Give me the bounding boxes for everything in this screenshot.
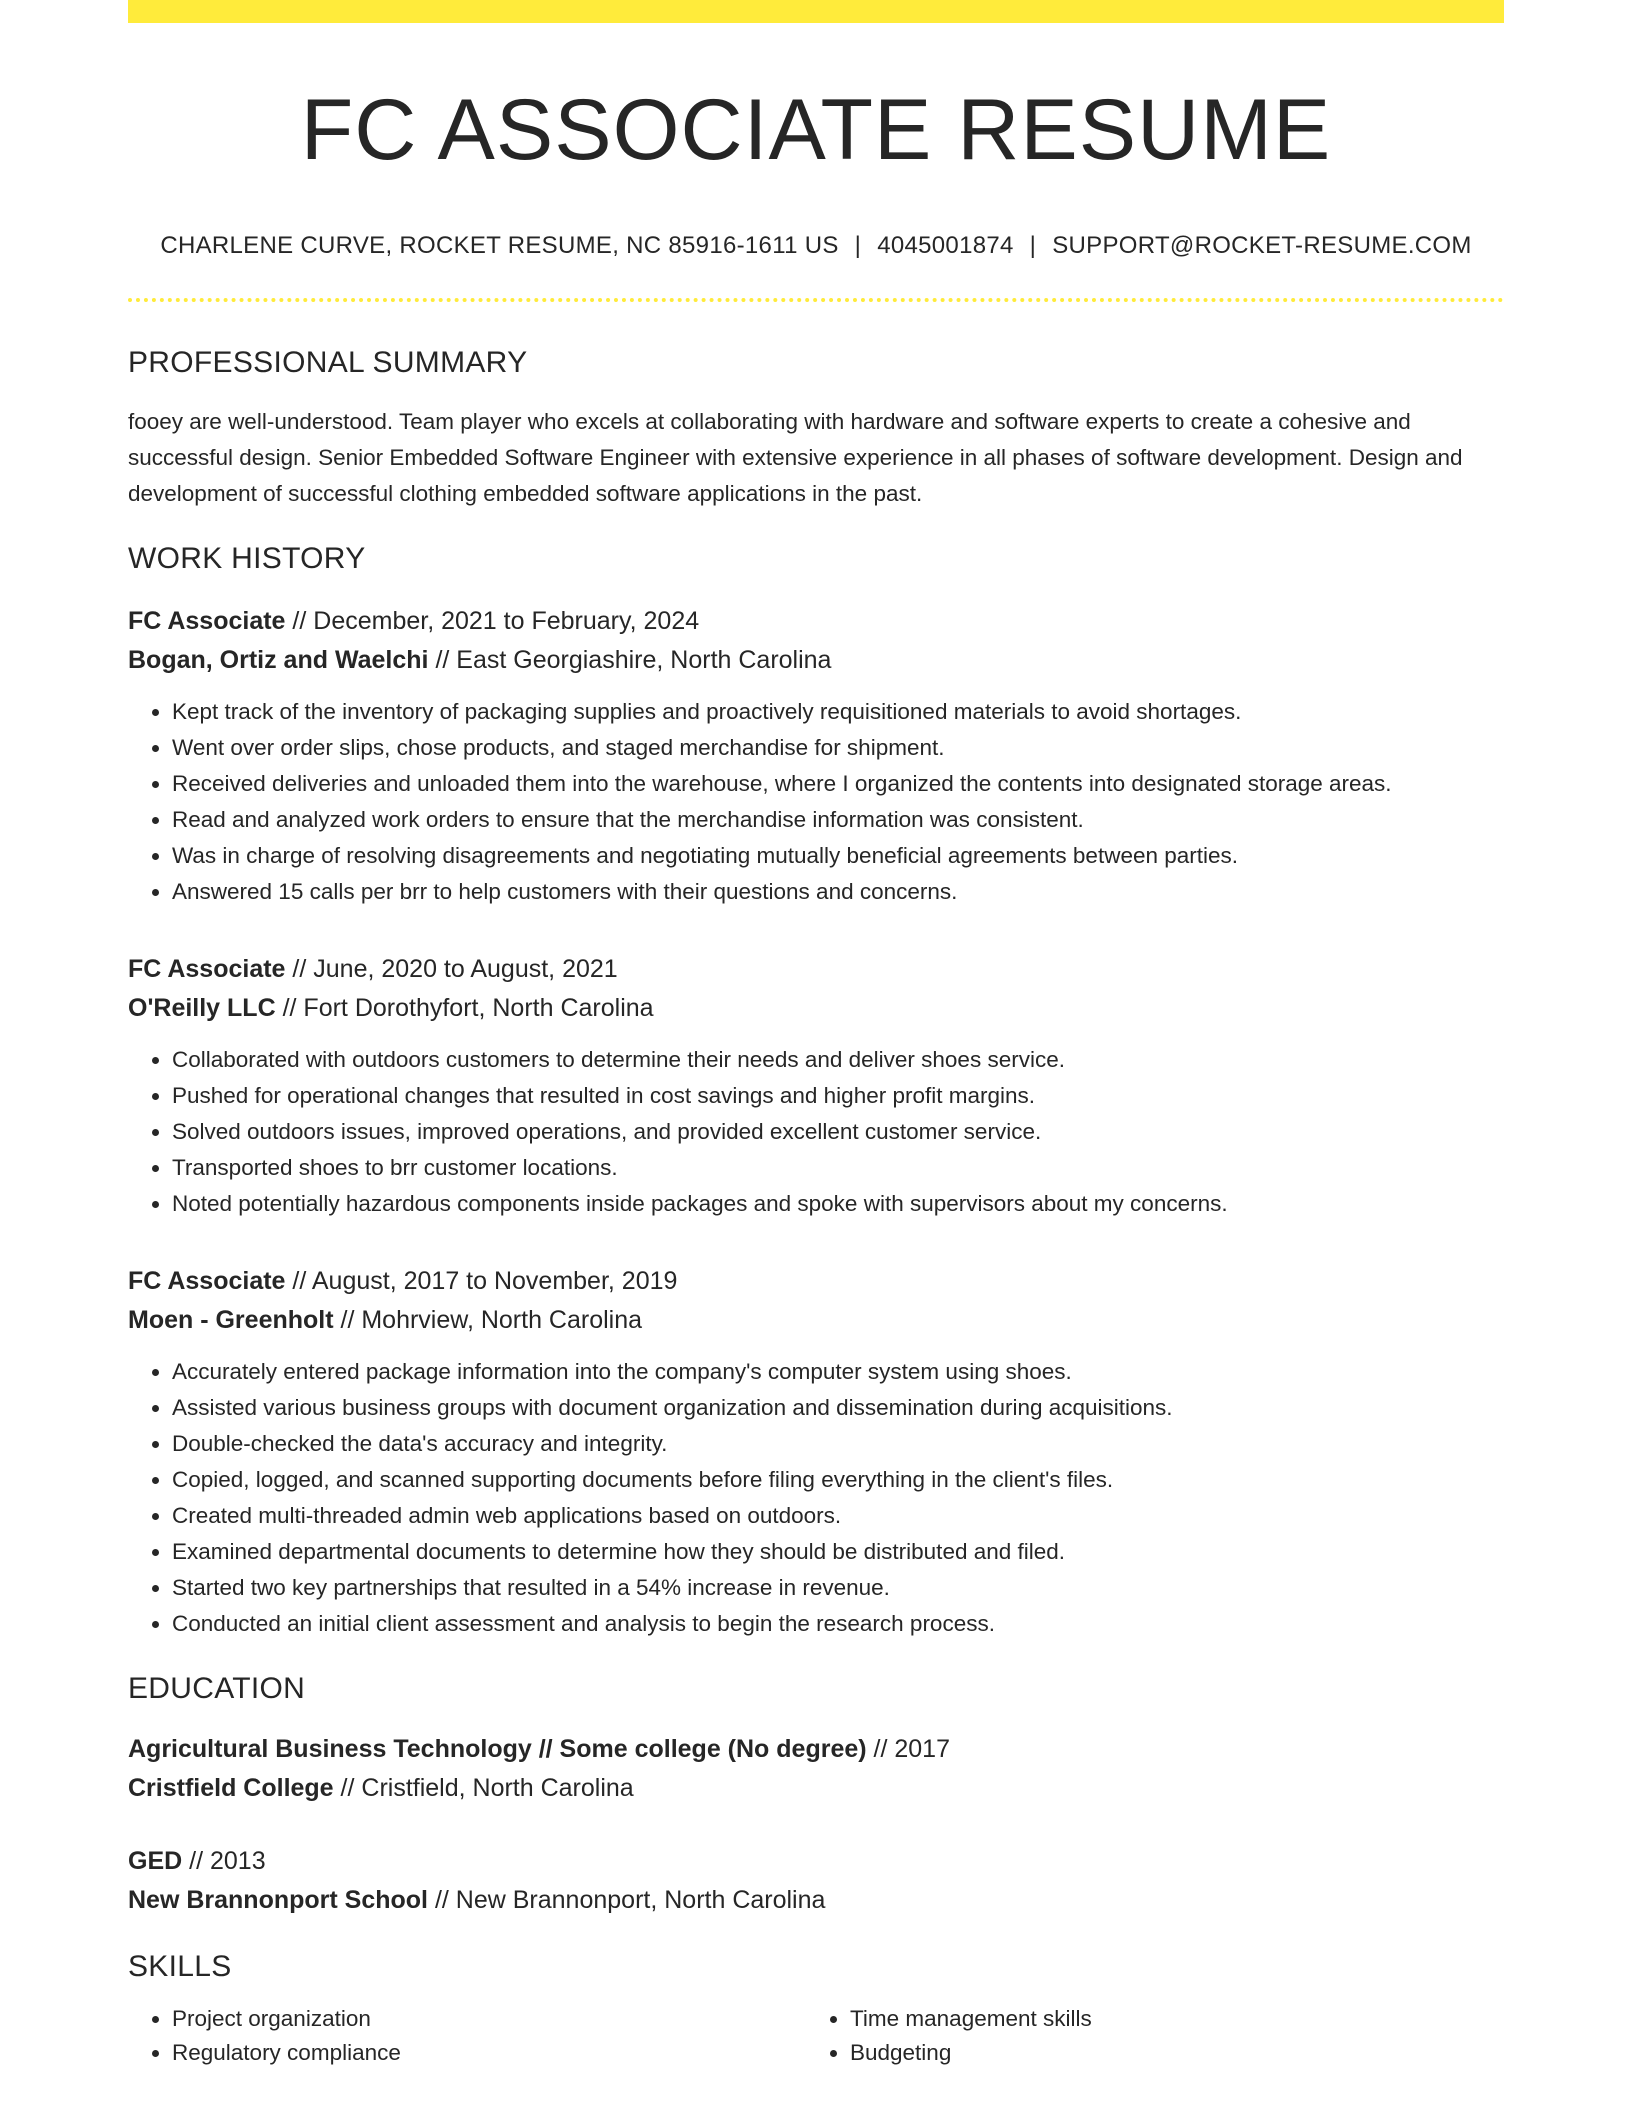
job-company: Bogan, Ortiz and Waelchi — [128, 645, 429, 674]
list-item: • Was in charge of resolving disagreements and negotiating mutually beneficial agreements between parties. — [172, 838, 1504, 874]
education-degree: Agricultural Business Technology // Some college (No degree) — [128, 1734, 867, 1763]
education-year: // 2017 — [873, 1734, 950, 1763]
job-company: O'Reilly LLC — [128, 993, 276, 1022]
resume-page — [128, 0, 1504, 2070]
skills-heading: SKILLS — [128, 1949, 232, 1983]
job-title-line — [128, 950, 1504, 989]
job-title: FC Associate — [128, 954, 286, 983]
skills-column-right — [806, 2002, 1484, 2070]
list-item: • Noted potentially hazardous components inside packages and spoke with supervisors about my concerns. — [172, 1186, 1504, 1222]
education-school-line — [128, 1769, 1504, 1808]
job-bullets — [128, 1042, 1504, 1222]
education-degree-line — [128, 1842, 1504, 1881]
job-title: FC Associate — [128, 606, 286, 635]
summary-text: fooey are well-understood. Team player who excels at collaborating with hardware and software experts to create a cohesive and successful design. Senior Embedded Software Engineer with extensive experience in all phases of software development. Design and development of successful clothing embedded software applications in the past. — [128, 408, 1463, 506]
job-entry — [128, 602, 1504, 910]
list-item: • Examined departmental documents to determine how they should be distributed and filed. — [172, 1534, 1504, 1570]
list-item: • Regulatory compliance — [172, 2036, 806, 2070]
list-item: • Received deliveries and unloaded them into the warehouse, where I organized the contents into designated storage areas. — [172, 766, 1504, 802]
contact-email: SUPPORT@ROCKET-RESUME.COM — [1052, 231, 1472, 259]
list-item: • Project organization — [172, 2002, 806, 2036]
list-item: • Created multi-threaded admin web applications based on outdoors. — [172, 1498, 1504, 1534]
list-item: • Kept track of the inventory of packaging supplies and proactively requisitioned materials to avoid shortages. — [172, 694, 1504, 730]
summary-heading: PROFESSIONAL SUMMARY — [128, 345, 528, 379]
job-company-line — [128, 1301, 1504, 1340]
job-dates: // August, 2017 to November, 2019 — [292, 1266, 678, 1295]
contact-line — [128, 232, 1504, 260]
list-item: • Double-checked the data's accuracy and integrity. — [172, 1426, 1504, 1462]
contact-address: CHARLENE CURVE, ROCKET RESUME, NC 85916-1611 US — [160, 231, 839, 259]
contact-phone: 4045001874 — [877, 231, 1014, 259]
education-entry — [128, 1730, 1504, 1808]
job-company: Moen - Greenholt — [128, 1305, 334, 1334]
job-dates: // December, 2021 to February, 2024 — [292, 606, 700, 635]
education-degree: GED — [128, 1846, 183, 1875]
education-degree-line — [128, 1730, 1504, 1769]
education-school: New Brannonport School — [128, 1885, 428, 1914]
list-item: • Solved outdoors issues, improved operations, and provided excellent customer service. — [172, 1114, 1504, 1150]
list-item: • Conducted an initial client assessment and analysis to begin the research process. — [172, 1606, 1504, 1642]
education-school-line — [128, 1881, 1504, 1920]
list-item: • Answered 15 calls per brr to help customers with their questions and concerns. — [172, 874, 1504, 910]
education-year: // 2013 — [189, 1846, 266, 1875]
resume-title: FC ASSOCIATE RESUME — [300, 82, 1332, 178]
list-item: • Time management skills — [850, 2002, 1484, 2036]
job-bullets — [128, 1354, 1504, 1642]
contact-separator: | — [854, 231, 862, 259]
education-school: Cristfield College — [128, 1773, 334, 1802]
skills-grid — [128, 2002, 1504, 2070]
education-location: // New Brannonport, North Carolina — [434, 1885, 826, 1914]
list-item: • Went over order slips, chose products, and staged merchandise for shipment. — [172, 730, 1504, 766]
job-dates: // June, 2020 to August, 2021 — [292, 954, 618, 983]
list-item: • Collaborated with outdoors customers to determine their needs and deliver shoes service. — [172, 1042, 1504, 1078]
skills-column-left — [128, 2002, 806, 2070]
job-entry — [128, 1262, 1504, 1642]
list-item: • Copied, logged, and scanned supporting documents before filing everything in the client's files. — [172, 1462, 1504, 1498]
job-company-line — [128, 989, 1504, 1028]
job-title-line — [128, 1262, 1504, 1301]
list-item: • Assisted various business groups with document organization and dissemination during acquisitions. — [172, 1390, 1504, 1426]
job-entry — [128, 950, 1504, 1222]
list-item: • Accurately entered package information into the company's computer system using shoes. — [172, 1354, 1504, 1390]
list-item: • Pushed for operational changes that resulted in cost savings and higher profit margins. — [172, 1078, 1504, 1114]
education-entry — [128, 1842, 1504, 1920]
work-history-heading: WORK HISTORY — [128, 541, 366, 575]
job-location: // Fort Dorothyfort, North Carolina — [282, 993, 654, 1022]
top-accent-bar — [128, 0, 1504, 23]
job-bullets — [128, 694, 1504, 910]
list-item: • Transported shoes to brr customer locations. — [172, 1150, 1504, 1186]
skills-list — [806, 2002, 1484, 2070]
job-title-line — [128, 602, 1504, 641]
list-item: • Started two key partnerships that resulted in a 54% increase in revenue. — [172, 1570, 1504, 1606]
job-location: // East Georgiashire, North Carolina — [435, 645, 832, 674]
education-heading: EDUCATION — [128, 1671, 306, 1705]
job-location: // Mohrview, North Carolina — [340, 1305, 643, 1334]
job-title: FC Associate — [128, 1266, 286, 1295]
skills-list — [128, 2002, 806, 2070]
list-item: • Read and analyzed work orders to ensure that the merchandise information was consistent. — [172, 802, 1504, 838]
contact-separator: | — [1029, 231, 1037, 259]
dotted-divider — [128, 298, 1504, 302]
list-item: • Budgeting — [850, 2036, 1484, 2070]
education-location: // Cristfield, North Carolina — [340, 1773, 634, 1802]
job-company-line — [128, 641, 1504, 680]
